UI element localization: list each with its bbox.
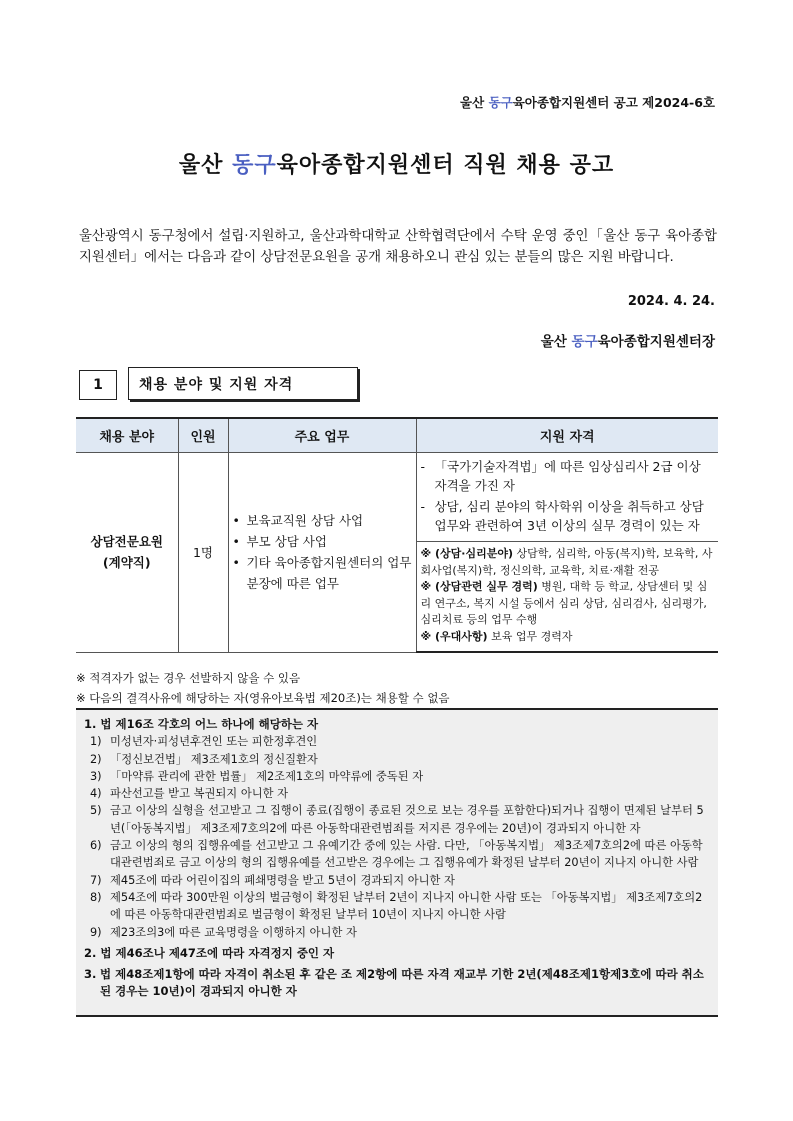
dash-icon: -: [420, 499, 426, 514]
duty-item: • 기타 육아종합지원센터의 업무 분장에 따른 업무: [233, 552, 415, 594]
signer-prefix: 울산: [540, 334, 572, 350]
title-prefix: 울산: [178, 153, 233, 178]
notice-number: [460, 93, 715, 111]
duty-item: • 부모 상담 사업: [233, 531, 415, 552]
signer-highlight: 동구: [571, 334, 598, 350]
section-title: 채용 분야 및 지원 자격: [128, 367, 358, 400]
list-item: 1) 미성년자·피성년후견인 또는 피한정후견인: [90, 735, 318, 749]
notice-prefix: 울산: [460, 95, 489, 110]
bullet-icon: •: [232, 555, 240, 571]
list-item: 6) 금고 이상의 형의 집행유예를 선고받고 그 유예기간 중에 있는 사람. 다만, 「아동복지법」 제3조제7호의2에 따른 아동학대관련범죄로 금고 이상의 형의 집행유예를 선고받은 경우에는 그 집행유예가 확정된 날부터 20년이 지나지 아니한 사람: [90, 839, 703, 870]
notice-suffix: 육아종합지원센터 공고 제2024-6호: [512, 95, 715, 110]
list-item: 2) 「정신보건법」 제3조제1호의 정신질환자: [90, 752, 318, 766]
list-item: 5) 금고 이상의 실형을 선고받고 그 집행이 종료(집행이 종료된 것으로 보는 경우를 포함한다)되거나 집행이 면제된 날부터 5년(「아동복지법」 제3조제7호의2에 따른 아동학대관련범죄를 저지른 경우에는 20년)이 경과되지 아니한 자: [90, 804, 704, 835]
signer-suffix: 육아종합지원센터장: [597, 334, 715, 350]
list-item: 7) 제45조에 따라 어린이집의 폐쇄명령을 받고 5년이 경과되지 아니한 자: [90, 873, 455, 887]
disqualification-box: [76, 708, 718, 1017]
title-suffix: 육아종합지원센터 직원 채용 공고: [276, 153, 615, 178]
field-cell: [76, 453, 178, 653]
table-header-row: [76, 418, 718, 453]
list-item: 4) 파산선고를 받고 복권되지 아니한 자: [90, 787, 289, 801]
intro-paragraph: 울산광역시 동구청에서 설립·지원하고, 울산과학대학교 산학협력단에서 수탁 운영 중인「울산 동구 육아종합지원센터」에서는 다음과 같이 상담전문요원을 공개 채용하오니 관심 있는 분들의 많은 지원 바랍니다.: [79, 229, 717, 265]
dash-icon: -: [420, 459, 426, 474]
bullet-icon: •: [232, 534, 240, 550]
header-field: 채용 분야: [76, 418, 178, 453]
recruitment-table: [76, 417, 718, 653]
qualification-item: - 「국가기술자격법」에 따른 임상심리사 2급 이상 자격을 가진 자: [420, 459, 701, 493]
qualification-note: ※ (상담관련 실무 경력) 병원, 대학 등 학교, 상담센터 및 심리 연구소, 복지 시설 등에서 심리 상담, 심리검사, 심리평가, 심리치료 등의 업무 수행: [420, 580, 708, 626]
list-item: 9) 제23조의3에 따른 교육명령을 이행하지 아니한 자: [90, 925, 357, 939]
duties-cell: [228, 453, 416, 653]
duty-item: • 보육교직원 상담 사업: [233, 510, 415, 531]
field-name: 상담전문요원: [90, 534, 163, 550]
bullet-icon: •: [232, 513, 240, 529]
notice-highlight: 동구: [488, 95, 513, 110]
qualification-notes-cell: [416, 542, 718, 653]
disqualification-heading: 2. 법 제46조나 제47조에 따라 자격정지 중인 자: [84, 945, 335, 960]
disqualification-heading: 1. 법 제16조 각호의 어느 하나에 해당하는 자: [84, 717, 319, 731]
count-cell: 1명: [178, 453, 228, 653]
signer: [541, 330, 715, 350]
list-item: 8) 제54조에 따라 300만원 이상의 벌금형이 확정된 날부터 2년이 지나지 아니한 사람 또는 「아동복지법」 제3조제7호의2에 따른 아동학대관련범죄로 벌금형이 확정된 날부터 10년이 지나지 아니한 사람: [90, 890, 703, 922]
announcement-date: 2024. 4. 24.: [627, 294, 715, 309]
header-qualification: 지원 자격: [416, 418, 718, 453]
section-number: 1: [79, 370, 117, 400]
table-row: [76, 453, 718, 542]
qualification-item: - 상담, 심리 분야의 학사학위 이상을 취득하고 상담 업무와 관련하여 3년 이상의 실무 경력이 있는 자: [420, 499, 704, 533]
qualification-cell: [416, 453, 718, 542]
list-item: 3) 「마약류 관리에 관한 법률」 제2조제1호의 마약류에 중독된 자: [90, 769, 424, 783]
qualification-note: ※ (상담·심리분야) 상담학, 심리학, 아동(복지)학, 보육학, 사회사업(복지)학, 정신의학, 교육학, 치료·재활 전공: [420, 547, 713, 577]
field-type: (계약직): [102, 555, 151, 571]
title-highlight: 동구: [232, 153, 277, 178]
header-count: 인원: [178, 418, 228, 453]
footnote: ※ 다음의 결격사유에 해당하는 자(영유아보육법 제20조)는 채용할 수 없음: [76, 691, 450, 705]
footnote: ※ 적격자가 없는 경우 선발하지 않을 수 있음: [76, 671, 301, 685]
qualification-note: ※ (우대사항) 보육 업무 경력자: [420, 629, 573, 643]
header-duties: 주요 업무: [228, 418, 416, 453]
page-title: [0, 148, 793, 179]
disqualification-heading: 3. 법 제48조제1항에 따라 자격이 취소된 후 같은 조 제2항에 따른 자격 재교부 기한 2년(제48조제1항제3호에 따라 취소된 경우는 10년)이 경과되지 아니한 자: [84, 967, 704, 999]
